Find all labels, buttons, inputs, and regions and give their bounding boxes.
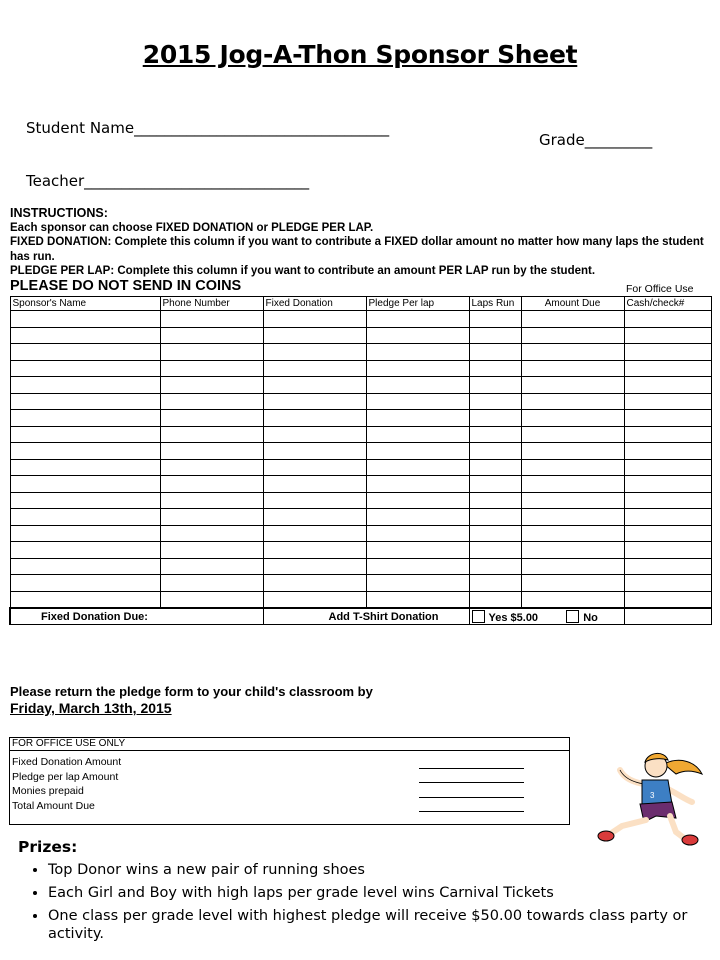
table-cell[interactable]	[366, 542, 469, 559]
table-cell[interactable]	[624, 377, 711, 394]
table-cell[interactable]	[263, 443, 366, 460]
tshirt-donation-label: Add T-Shirt Donation	[263, 608, 469, 625]
table-row	[10, 377, 711, 394]
table-cell[interactable]	[263, 360, 366, 377]
office-use-box	[9, 737, 570, 825]
table-cell[interactable]	[10, 344, 160, 361]
table-cell[interactable]	[521, 591, 624, 608]
table-row	[10, 509, 711, 526]
table-cell[interactable]	[160, 360, 263, 377]
yes-option-label: Yes $5.00	[488, 611, 539, 624]
table-header-row	[10, 297, 711, 311]
student-name-field[interactable]: Student Name__________________________________	[26, 119, 390, 137]
table-cell[interactable]	[10, 575, 160, 592]
table-cell[interactable]	[521, 509, 624, 526]
table-cell[interactable]	[469, 509, 521, 526]
table-row	[10, 558, 711, 575]
table-cell[interactable]	[624, 542, 711, 559]
table-cell[interactable]	[160, 426, 263, 443]
table-cell[interactable]	[624, 492, 711, 509]
table-cell[interactable]	[366, 410, 469, 427]
table-cell[interactable]	[10, 360, 160, 377]
table-cell[interactable]	[469, 377, 521, 394]
table-row	[10, 360, 711, 377]
table-cell[interactable]	[10, 591, 160, 608]
table-cell[interactable]	[366, 558, 469, 575]
table-cell[interactable]	[624, 393, 711, 410]
table-cell[interactable]	[10, 426, 160, 443]
page-title: 2015 Jog-A-Thon Sponsor Sheet	[142, 40, 578, 69]
table-cell[interactable]	[263, 509, 366, 526]
table-cell[interactable]	[366, 360, 469, 377]
table-cell[interactable]	[469, 393, 521, 410]
table-cell[interactable]	[521, 311, 624, 328]
col-cash-check: Cash/check#	[624, 297, 711, 311]
sponsor-table	[9, 296, 712, 625]
office-row-line[interactable]	[419, 782, 524, 783]
table-cell[interactable]	[10, 509, 160, 526]
table-cell[interactable]	[366, 509, 469, 526]
no-coins-notice: PLEASE DO NOT SEND IN COINS	[10, 278, 242, 294]
table-row	[10, 525, 711, 542]
table-row	[10, 344, 711, 361]
table-cell[interactable]	[624, 344, 711, 361]
table-cell[interactable]	[160, 492, 263, 509]
table-cell[interactable]	[160, 459, 263, 476]
table-cell[interactable]	[469, 558, 521, 575]
table-cell[interactable]	[521, 360, 624, 377]
office-row-label: Total Amount Due	[12, 799, 95, 812]
table-cell[interactable]	[469, 591, 521, 608]
table-cell[interactable]	[10, 476, 160, 493]
table-cell[interactable]	[160, 410, 263, 427]
office-use-label: For Office Use	[626, 283, 694, 295]
table-cell[interactable]	[624, 509, 711, 526]
table-cell[interactable]	[263, 542, 366, 559]
table-cell[interactable]	[366, 443, 469, 460]
prize-item: • Each Girl and Boy with high laps per grade level wins Carnival Tickets	[48, 884, 688, 902]
table-cell[interactable]	[10, 459, 160, 476]
table-row	[10, 492, 711, 509]
table-cell[interactable]	[10, 377, 160, 394]
table-cell[interactable]	[366, 393, 469, 410]
table-cell[interactable]	[160, 525, 263, 542]
table-cell[interactable]	[624, 327, 711, 344]
table-cell[interactable]	[263, 525, 366, 542]
table-cell[interactable]	[469, 360, 521, 377]
table-cell[interactable]	[521, 377, 624, 394]
prize-item: • Top Donor wins a new pair of running shoes	[48, 861, 688, 879]
table-cell[interactable]	[263, 476, 366, 493]
table-cell[interactable]	[160, 558, 263, 575]
table-row	[10, 327, 711, 344]
table-cell[interactable]	[160, 542, 263, 559]
table-cell[interactable]	[263, 410, 366, 427]
return-note-text: Please return the pledge form to your child's classroom by	[10, 684, 373, 699]
table-cell[interactable]	[624, 591, 711, 608]
table-cell[interactable]	[521, 558, 624, 575]
return-note	[10, 683, 373, 717]
table-row	[10, 476, 711, 493]
table-row	[10, 311, 711, 328]
table-cell[interactable]	[10, 393, 160, 410]
table-cell[interactable]	[624, 311, 711, 328]
table-cell[interactable]	[469, 492, 521, 509]
table-cell[interactable]	[624, 459, 711, 476]
table-row	[10, 591, 711, 608]
table-cell[interactable]	[263, 459, 366, 476]
table-cell[interactable]	[624, 443, 711, 460]
office-row-prepaid	[10, 784, 569, 799]
table-cell[interactable]	[469, 459, 521, 476]
table-cell[interactable]	[624, 360, 711, 377]
table-cell[interactable]	[366, 426, 469, 443]
table-cell[interactable]	[10, 327, 160, 344]
table-cell[interactable]	[160, 443, 263, 460]
table-cell[interactable]	[366, 525, 469, 542]
table-row	[10, 575, 711, 592]
table-cell[interactable]	[469, 410, 521, 427]
office-use-header: FOR OFFICE USE ONLY	[10, 738, 569, 751]
col-laps-run: Laps Run	[469, 297, 521, 311]
teacher-field[interactable]: Teacher______________________________	[26, 172, 310, 190]
table-footer-row	[10, 608, 711, 625]
table-cell[interactable]	[160, 591, 263, 608]
office-row-line[interactable]	[419, 797, 524, 798]
return-date: Friday, March 13th, 2015	[10, 700, 172, 716]
table-cell[interactable]	[366, 591, 469, 608]
table-cell[interactable]	[263, 575, 366, 592]
table-cell[interactable]	[366, 459, 469, 476]
table-cell[interactable]	[263, 344, 366, 361]
office-row-total	[10, 799, 569, 814]
table-cell[interactable]	[160, 393, 263, 410]
prize-item: • One class per grade level with highest pledge will receive $50.00 towards class party or activity.	[48, 907, 688, 943]
table-cell[interactable]	[10, 443, 160, 460]
table-cell[interactable]	[366, 311, 469, 328]
pledge-per-lap-label: PLEDGE PER LAP:	[10, 265, 115, 277]
table-cell[interactable]	[366, 476, 469, 493]
col-amount-due: Amount Due	[521, 297, 624, 311]
table-cell[interactable]	[160, 311, 263, 328]
instructions-line1: Each sponsor can choose FIXED DONATION or PLEDGE PER LAP.	[10, 221, 374, 234]
fixed-donation-due-label: Fixed Donation Due:	[10, 608, 263, 625]
table-cell[interactable]	[624, 410, 711, 427]
office-row-line[interactable]	[419, 768, 524, 769]
table-cell[interactable]	[521, 492, 624, 509]
table-row	[10, 542, 711, 559]
table-cell[interactable]	[160, 509, 263, 526]
table-cell[interactable]	[160, 476, 263, 493]
col-sponsor-name: Sponsor's Name	[10, 297, 160, 311]
table-cell[interactable]	[521, 525, 624, 542]
prizes-section	[18, 838, 688, 948]
table-row	[10, 443, 711, 460]
table-cell[interactable]	[469, 426, 521, 443]
pledge-per-lap-text: Complete this column if you want to contribute an amount PER LAP run by the student.	[117, 265, 596, 277]
table-cell[interactable]	[366, 492, 469, 509]
table-cell[interactable]	[521, 459, 624, 476]
col-pledge-per-lap: Pledge Per lap	[366, 297, 469, 311]
table-cell[interactable]	[263, 393, 366, 410]
svg-text:3: 3	[650, 791, 655, 800]
office-row-label: Monies prepaid	[12, 785, 84, 797]
table-cell[interactable]	[160, 327, 263, 344]
table-cell[interactable]	[160, 377, 263, 394]
table-cell[interactable]	[469, 443, 521, 460]
table-cell[interactable]	[521, 542, 624, 559]
no-checkbox[interactable]	[566, 610, 579, 623]
table-cell[interactable]	[160, 575, 263, 592]
table-cell[interactable]	[521, 575, 624, 592]
table-cell[interactable]	[263, 426, 366, 443]
table-cell[interactable]	[263, 327, 366, 344]
fixed-donation-label: FIXED DONATION:	[10, 236, 112, 248]
table-cell[interactable]	[10, 492, 160, 509]
table-cell[interactable]	[10, 542, 160, 559]
table-cell[interactable]	[469, 476, 521, 493]
table-cell[interactable]	[10, 410, 160, 427]
prizes-heading: Prizes:	[18, 838, 78, 856]
table-cell[interactable]	[10, 525, 160, 542]
table-cell[interactable]	[521, 476, 624, 493]
grade-field[interactable]: Grade_________	[539, 131, 653, 149]
table-cell[interactable]	[521, 426, 624, 443]
table-row	[10, 410, 711, 427]
table-cell[interactable]	[366, 327, 469, 344]
office-row-label: Pledge per lap Amount	[12, 770, 119, 783]
table-cell[interactable]	[469, 542, 521, 559]
table-cell[interactable]	[521, 393, 624, 410]
table-cell[interactable]	[263, 492, 366, 509]
tshirt-options	[469, 608, 624, 625]
table-cell[interactable]	[469, 525, 521, 542]
table-cell[interactable]	[366, 344, 469, 361]
office-row-pledge	[10, 770, 569, 785]
table-cell[interactable]	[624, 558, 711, 575]
instructions	[10, 206, 720, 279]
table-cell[interactable]	[521, 344, 624, 361]
table-cell[interactable]	[624, 476, 711, 493]
col-fixed-donation: Fixed Donation	[263, 297, 366, 311]
table-cell[interactable]	[521, 327, 624, 344]
table-row	[10, 426, 711, 443]
office-row-label: Fixed Donation Amount	[12, 756, 122, 768]
prizes-list	[18, 861, 688, 943]
running-girl-illustration	[592, 748, 708, 848]
table-cell[interactable]	[366, 377, 469, 394]
table-cell[interactable]	[263, 591, 366, 608]
table-row	[10, 393, 711, 410]
yes-checkbox[interactable]	[472, 610, 485, 623]
table-cell[interactable]	[521, 410, 624, 427]
table-cell[interactable]	[10, 311, 160, 328]
table-cell[interactable]	[469, 327, 521, 344]
col-phone-number: Phone Number	[160, 297, 263, 311]
table-cell[interactable]	[624, 575, 711, 592]
table-cell[interactable]	[263, 377, 366, 394]
table-cell[interactable]	[624, 525, 711, 542]
office-row-line[interactable]	[419, 811, 524, 812]
table-cell[interactable]	[469, 311, 521, 328]
office-row-fixed	[10, 755, 569, 770]
table-cell[interactable]	[469, 575, 521, 592]
table-cell[interactable]	[263, 311, 366, 328]
no-option-label: No	[583, 611, 598, 624]
table-cell[interactable]	[263, 558, 366, 575]
table-row	[10, 459, 711, 476]
footer-office-cell[interactable]	[624, 608, 711, 625]
table-cell[interactable]	[624, 426, 711, 443]
instructions-heading: INSTRUCTIONS:	[10, 206, 108, 220]
table-cell[interactable]	[160, 344, 263, 361]
fixed-donation-text: Complete this column if you want to contribute a FIXED dollar amount no matter how many laps the student has run.	[10, 236, 704, 263]
table-cell[interactable]	[469, 344, 521, 361]
table-cell[interactable]	[521, 443, 624, 460]
table-cell[interactable]	[366, 575, 469, 592]
table-cell[interactable]	[10, 558, 160, 575]
